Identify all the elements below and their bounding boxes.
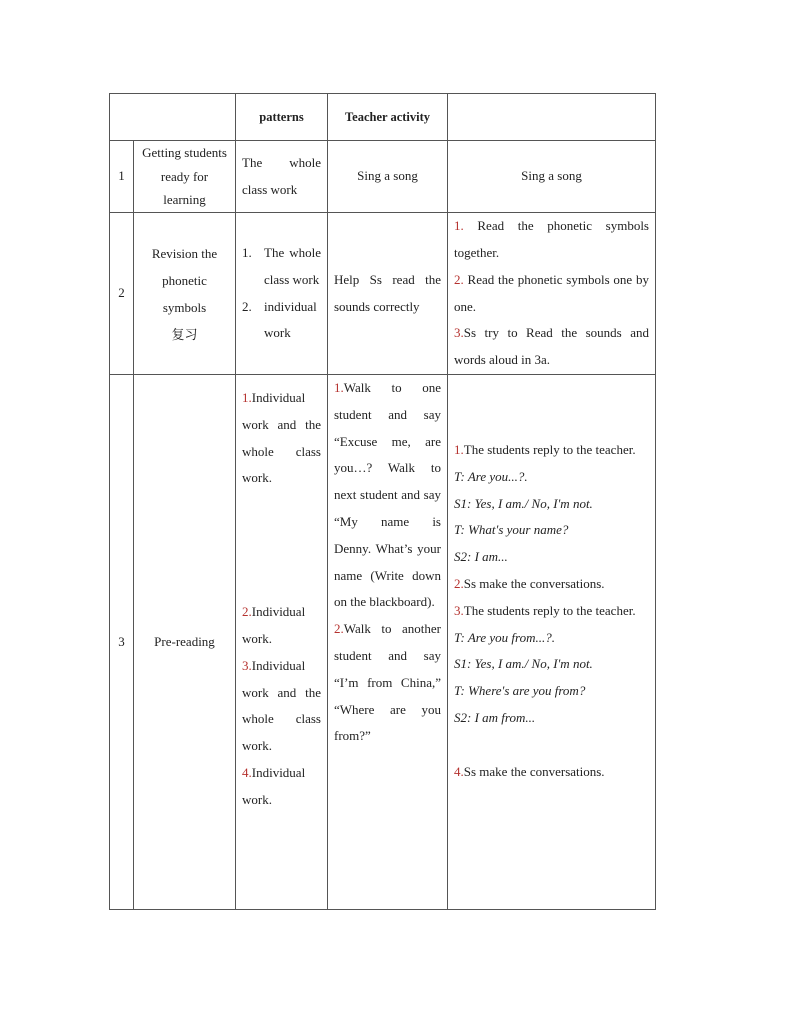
list-item xyxy=(334,375,441,616)
stage-cell: Getting students ready for learning xyxy=(134,141,236,213)
table-row xyxy=(110,213,656,375)
pattern-cell xyxy=(236,375,328,910)
list-number: 1. xyxy=(454,218,464,234)
lesson-plan-table xyxy=(109,93,656,910)
list-item xyxy=(454,598,649,625)
step-number: 1 xyxy=(110,141,134,213)
dialogue-line: T: Are you from...?. xyxy=(454,629,555,645)
list-number: 1. xyxy=(242,390,252,405)
dialogue-line: S1: Yes, I am./ No, I'm not. xyxy=(454,495,593,511)
list-text: Walk to another student and say “I’m from China,” “Where are you from?” xyxy=(334,621,441,744)
list-number: 3. xyxy=(454,602,464,618)
list-text: Individual work. xyxy=(242,604,306,646)
student-activity-cell xyxy=(448,375,656,910)
dialogue-line: S2: I am... xyxy=(454,549,508,565)
list-text: Individual work. xyxy=(242,764,306,807)
header-teacher-cell xyxy=(328,94,448,141)
list-text: The students reply to the teacher. xyxy=(463,442,636,457)
header-teacher-activity: Teacher activity xyxy=(344,109,431,124)
list-item xyxy=(242,240,321,294)
dialogue-line: T: Where's are you from? xyxy=(454,683,586,699)
list-item xyxy=(242,385,321,492)
header-students-cell xyxy=(448,94,656,141)
list-item xyxy=(454,320,649,374)
list-item xyxy=(454,213,649,267)
spacer xyxy=(454,732,649,759)
stage-cell: Pre-reading xyxy=(134,375,236,910)
list-item xyxy=(242,599,321,653)
table-row xyxy=(110,141,656,213)
list-number: 2. xyxy=(454,271,464,287)
list-text: Ss make the conversations. xyxy=(463,763,605,779)
list-text: Walk to one student and say “Excuse me, are you…? Walk to next student and say “My name is Denny. What’s your name (Write down on the blackboard). xyxy=(334,380,441,610)
dialogue-line: T: What's your name? xyxy=(454,522,569,538)
list-item xyxy=(242,653,321,760)
list-number: 2. xyxy=(334,621,344,637)
teacher-activity-cell xyxy=(328,375,448,910)
stage-line: 复习 xyxy=(171,326,198,342)
list-number: 1. xyxy=(242,244,252,260)
stage-line: Revision the xyxy=(151,245,218,261)
list-item xyxy=(454,759,649,786)
table-row xyxy=(110,375,656,910)
list-item xyxy=(334,616,441,750)
dialogue-line: T: Are you...?. xyxy=(454,468,528,484)
header-patterns: patterns xyxy=(259,109,304,124)
teacher-activity-cell: Sing a song xyxy=(328,141,448,213)
teacher-activity-cell: Help Ss read the sounds correctly xyxy=(328,213,448,375)
list-item xyxy=(454,267,649,321)
student-activity-cell: Sing a song xyxy=(448,141,656,213)
list-text: The students reply to the teacher. xyxy=(463,602,636,618)
list-number: 3. xyxy=(454,325,464,341)
list-item xyxy=(242,294,321,348)
header-step-stage-cell xyxy=(110,94,236,141)
stage-cell xyxy=(134,213,236,375)
pattern-cell: The whole class work xyxy=(236,141,328,213)
list-number: 2. xyxy=(454,575,464,591)
list-number: 1. xyxy=(454,442,464,457)
step-number: 2 xyxy=(110,213,134,375)
list-text: Ss try to Read the sounds and words aloud in 3a. xyxy=(454,325,649,368)
list-number: 4. xyxy=(454,763,464,779)
student-activity-cell xyxy=(448,213,656,375)
dialogue-line: S1: Yes, I am./ No, I'm not. xyxy=(454,656,593,672)
list-number: 2. xyxy=(242,604,252,620)
list-text: Read the phonetic symbols one by one. xyxy=(454,271,649,314)
list-text: Individual work and the whole class work. xyxy=(242,390,321,486)
list-number: 1. xyxy=(334,380,344,395)
list-text: Individual work and the whole class work. xyxy=(242,657,321,754)
list-item xyxy=(242,760,321,814)
list-text: The whole class work xyxy=(264,244,321,287)
list-item xyxy=(454,437,649,464)
stage-line: symbols xyxy=(162,299,207,315)
pattern-cell xyxy=(236,213,328,375)
list-text: Read the phonetic symbols together. xyxy=(454,218,649,260)
dialogue-line: S2: I am from... xyxy=(454,709,536,725)
stage-line: phonetic xyxy=(162,272,207,288)
list-text: individual work xyxy=(264,298,317,341)
list-number: 4. xyxy=(242,764,252,780)
list-number: 2. xyxy=(242,298,252,314)
header-patterns-cell xyxy=(236,94,328,141)
table-header-row xyxy=(110,94,656,141)
spacer xyxy=(242,492,321,599)
list-item xyxy=(454,571,649,598)
list-text: Ss make the conversations. xyxy=(463,575,605,591)
step-number: 3 xyxy=(110,375,134,910)
list-number: 3. xyxy=(242,657,252,673)
